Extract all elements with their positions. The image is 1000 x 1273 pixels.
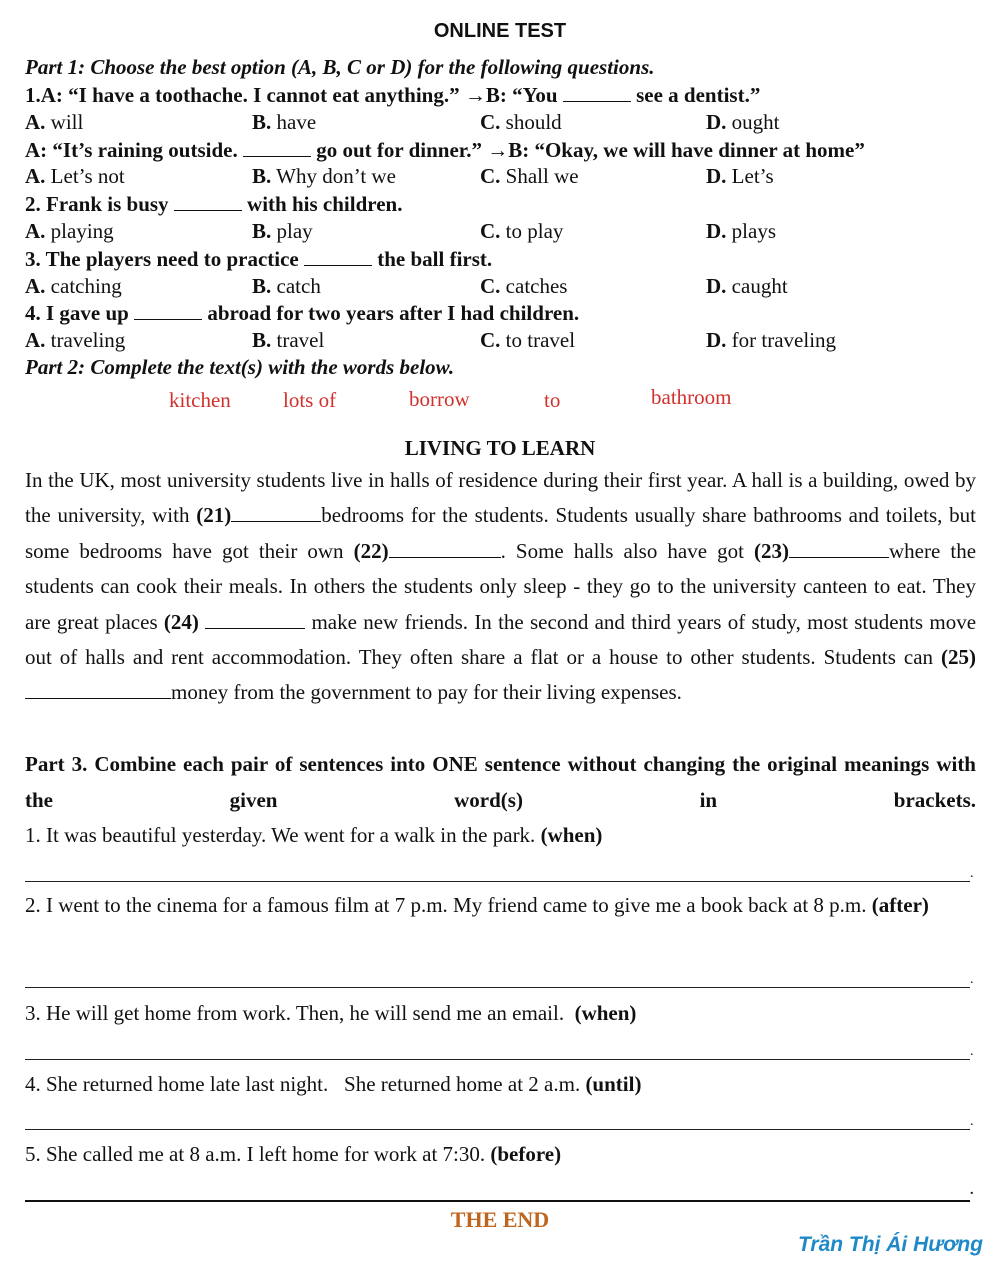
option-b[interactable]: B. Why don’t we <box>252 164 396 188</box>
answer-blank-22[interactable] <box>389 539 501 558</box>
answer-blank[interactable] <box>563 83 631 102</box>
answer-line[interactable] <box>25 881 970 882</box>
question-stem: abroad for two years after I had children. <box>207 301 580 325</box>
option-b[interactable]: B. travel <box>252 328 325 352</box>
line-end: . <box>970 1044 974 1059</box>
the-end: THE END <box>450 1207 550 1232</box>
word-bank-item: bathroom <box>651 385 732 409</box>
question-1 <box>25 83 760 108</box>
question-stem: 4. I gave up <box>25 301 129 325</box>
question-1b <box>25 138 865 163</box>
combine-item-5: 5. She called me at 8 a.m. I left home for work at 7:30. (before) <box>25 1142 562 1166</box>
option-a[interactable]: A. catching <box>25 274 122 298</box>
answer-blank[interactable] <box>174 192 242 211</box>
answer-blank-21[interactable] <box>231 503 321 522</box>
option-c[interactable]: C. to play <box>480 219 564 243</box>
answer-blank[interactable] <box>304 247 372 266</box>
option-c[interactable]: C. to travel <box>480 328 576 352</box>
combine-item-1: 1. It was beautiful yesterday. We went for a walk in the park. (when) <box>25 823 603 847</box>
answer-line[interactable] <box>25 1200 970 1202</box>
option-b[interactable]: B. catch <box>252 274 321 298</box>
part3-heading: Part 3. Combine each pair of sentences into ONE sentence without changing the original meanings with the given word(s) in brackets. <box>25 752 976 812</box>
question-4 <box>25 301 579 326</box>
combine-item-3: 3. He will get home from work. Then, he will send me an email. (when) <box>25 1001 637 1025</box>
word-bank-item: borrow <box>409 387 470 411</box>
option-d[interactable]: D. for traveling <box>706 328 837 352</box>
question-stem: the ball first. <box>377 247 493 271</box>
question-stem: go out for dinner.” →B: “Okay, we will have dinner at home” <box>316 138 865 162</box>
line-end: . <box>970 866 974 881</box>
line-end: . <box>970 1114 974 1129</box>
option-a[interactable]: A. playing <box>25 219 114 243</box>
option-d[interactable]: D. caught <box>706 274 788 298</box>
line-end: . <box>970 1183 974 1198</box>
question-stem: 2. Frank is busy <box>25 192 169 216</box>
page-title: ONLINE TEST <box>433 20 567 42</box>
option-d[interactable]: D. Let’s <box>706 164 774 188</box>
option-c[interactable]: C. Shall we <box>480 164 579 188</box>
option-b[interactable]: B. play <box>252 219 313 243</box>
line-end: . <box>970 972 974 987</box>
option-a[interactable]: A. will <box>25 110 84 134</box>
option-c[interactable]: C. should <box>480 110 562 134</box>
answer-blank-24[interactable] <box>205 610 305 629</box>
combine-item-2: 2. I went to the cinema for a famous film at 7 p.m. My friend came to give me a book back at 8 p.m. (after) <box>25 893 929 917</box>
question-stem: see a dentist.” <box>636 83 761 107</box>
question-stem: 3. The players need to practice <box>25 247 299 271</box>
word-bank-item: lots of <box>283 388 337 412</box>
question-stem: with his children. <box>247 192 403 216</box>
word-bank-item: to <box>544 388 561 412</box>
answer-blank[interactable] <box>243 138 311 157</box>
answer-blank-23[interactable] <box>789 539 889 558</box>
question-3 <box>25 247 492 272</box>
option-a[interactable]: A. Let’s not <box>25 164 125 188</box>
option-b[interactable]: B. have <box>252 110 317 134</box>
passage-title: LIVING TO LEARN <box>404 436 596 460</box>
answer-blank[interactable] <box>134 301 202 320</box>
answer-line[interactable] <box>25 1129 970 1130</box>
combine-item-4: 4. She returned home late last night. She returned home at 2 a.m. (until) <box>25 1072 642 1096</box>
part2-heading: Part 2: Complete the text(s) with the words below. <box>25 355 455 379</box>
answer-line[interactable] <box>25 1059 970 1060</box>
option-a[interactable]: A. traveling <box>25 328 126 352</box>
part1-heading: Part 1: Choose the best option (A, B, C or D) for the following questions. <box>25 55 655 79</box>
question-stem: A: “It’s raining outside. <box>25 138 238 162</box>
answer-line[interactable] <box>25 987 970 988</box>
option-d[interactable]: D. ought <box>706 110 780 134</box>
answer-blank-25[interactable] <box>25 680 171 699</box>
option-d[interactable]: D. plays <box>706 219 776 243</box>
question-2 <box>25 192 402 217</box>
word-bank-item: kitchen <box>169 388 231 412</box>
question-stem: 1.A: “I have a toothache. I cannot eat anything.” →B: “You <box>25 83 558 107</box>
option-c[interactable]: C. catches <box>480 274 568 298</box>
author-name: Trần Thị Ái Hương <box>797 1233 983 1256</box>
passage: In the UK, most university students live in halls of residence during their first year. A hall is a building, owed by the university, with (21) bedrooms for the students. Students usually share bathrooms and toilets, but some bedrooms have got their own (22) . Some halls also have got (23) where the students can cook their meals. In others the students only sleep - they go to the university canteen to eat. They are great places (24) make new friends. In the second and third years of study, most students move out of halls and rent accommodation. They often share a flat or a house to other students. Students can (25)money from the government to pay for their living expenses. <box>25 468 977 705</box>
